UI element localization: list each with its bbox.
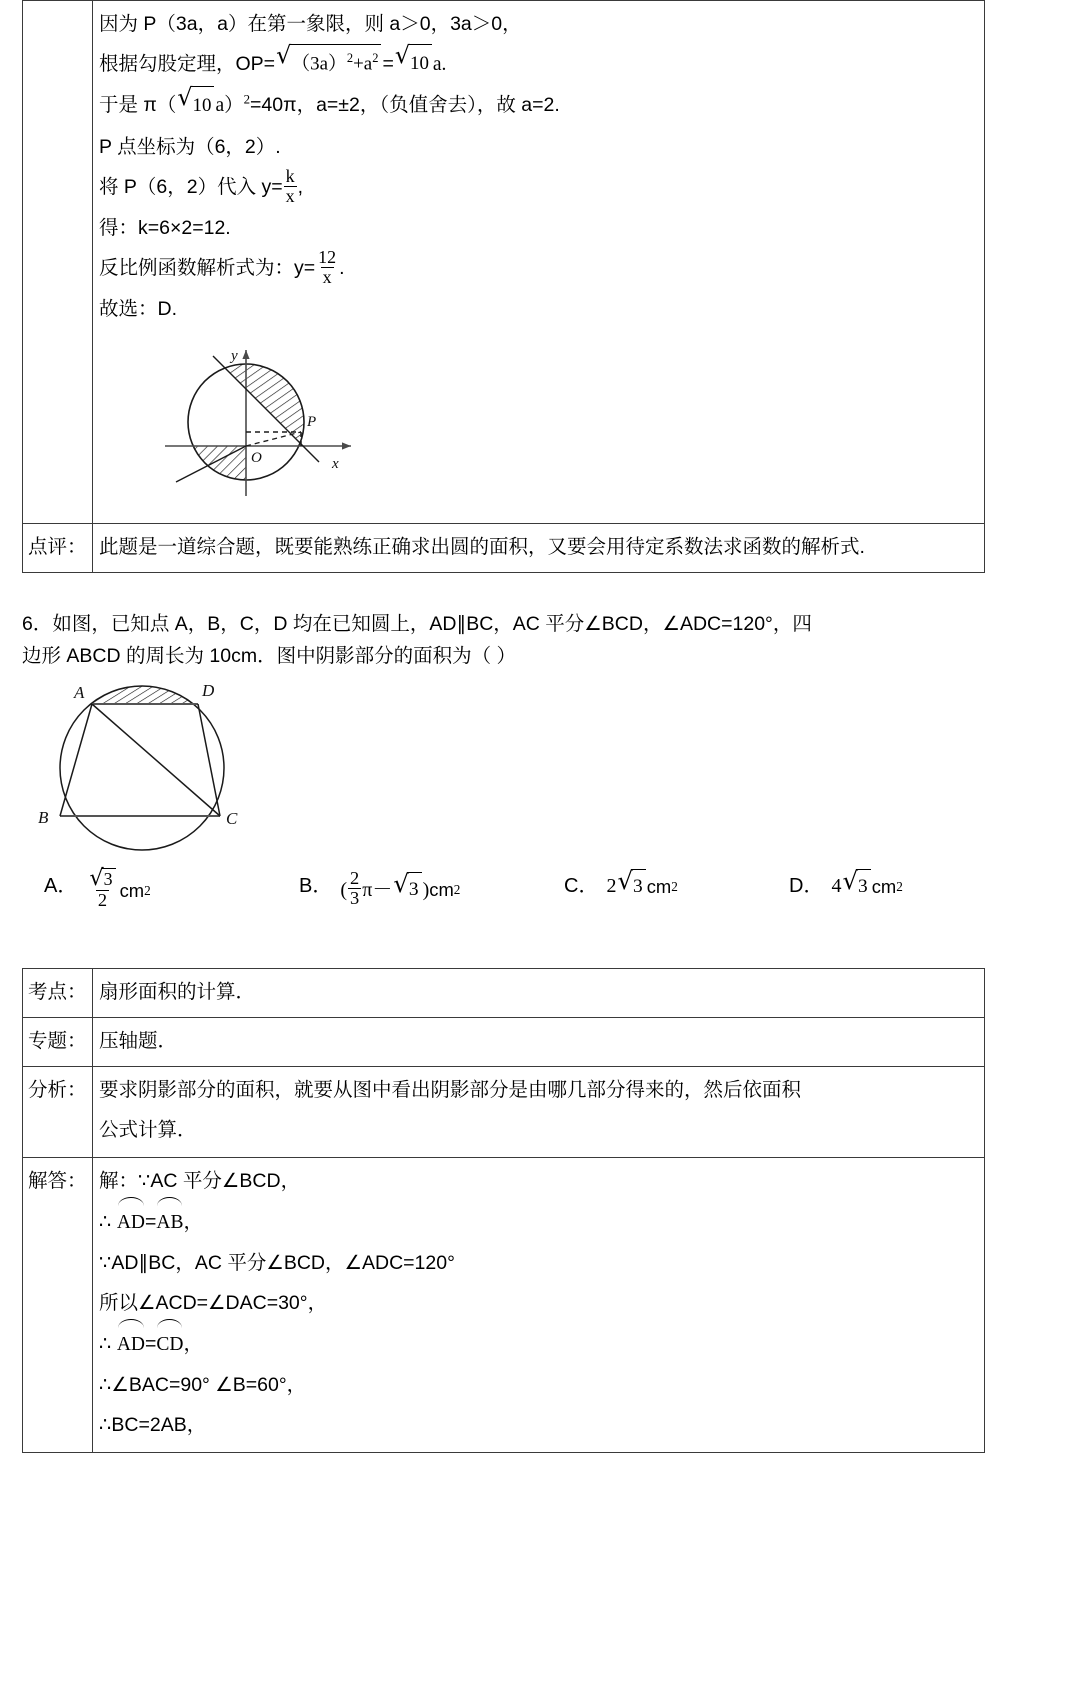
vertex-label-c: C bbox=[226, 809, 238, 829]
jieda-line-4: 所以∠ACD=∠DAC=30°， bbox=[99, 1292, 328, 1315]
line7-tail: . bbox=[339, 256, 345, 279]
fenxi-label: 分析： bbox=[28, 1078, 87, 1101]
radical-sign-icon: √ bbox=[393, 869, 409, 898]
radicand: 3 bbox=[102, 868, 116, 889]
option-b-tag: B． bbox=[299, 874, 333, 897]
line2-prefix: 根据勾股定理，OP= bbox=[99, 53, 276, 76]
chord-AB bbox=[60, 704, 92, 816]
vertex-label-a: A bbox=[74, 683, 85, 703]
table-row-kaodian bbox=[23, 968, 985, 1017]
unit-cm: cm bbox=[119, 879, 145, 901]
radical-sign-icon: √ bbox=[617, 865, 633, 895]
option-c-value bbox=[606, 865, 678, 903]
fraction-numerator: 2 bbox=[350, 867, 360, 888]
dashed-radius-op bbox=[246, 432, 301, 446]
arc-AD: AD bbox=[117, 1202, 145, 1242]
figure1-svg bbox=[151, 334, 371, 504]
kaodian-label-cell bbox=[23, 968, 93, 1017]
exponent-2: 2 bbox=[372, 51, 379, 66]
unit-exponent: 2 bbox=[896, 878, 903, 894]
zhuanti-label: 专题： bbox=[28, 1029, 87, 1052]
question-6-block bbox=[22, 609, 1058, 944]
radicand: 3 bbox=[407, 872, 422, 905]
arc-CD: CD bbox=[156, 1324, 183, 1364]
table-row-comment bbox=[23, 524, 985, 573]
vertex-label-d: D bbox=[202, 681, 215, 701]
fraction-2-over-3 bbox=[348, 869, 361, 909]
radicand-2: 10 bbox=[408, 44, 432, 83]
jieda-line-3: ∵AD∥BC，AC 平分∠BCD，∠ADC=120° bbox=[99, 1252, 455, 1274]
figure-cyclic-quadrilateral bbox=[30, 678, 1058, 864]
option-a-tag: A． bbox=[44, 874, 78, 897]
option-a-value bbox=[85, 865, 151, 912]
fenxi-line-1: 要求阴影部分的面积，就要从图中看出阴影部分是由哪几部分得来的，然后依面积 bbox=[99, 1078, 802, 1101]
solution-line-1: 因为 P（3a，a）在第一象限，则 a＞0，3a＞0， bbox=[99, 13, 522, 35]
line5-tail: ， bbox=[183, 1333, 203, 1356]
radical-sign-icon: √ bbox=[177, 82, 193, 111]
exponent-1: 2 bbox=[346, 51, 354, 66]
var-a: a bbox=[363, 53, 373, 75]
option-c[interactable] bbox=[564, 865, 678, 903]
fraction-denominator: x bbox=[285, 186, 295, 207]
fraction-numerator: 12 bbox=[318, 247, 337, 268]
radical-sign-icon: √ bbox=[394, 41, 410, 70]
fraction-numerator: k bbox=[285, 166, 295, 187]
line2-tail: ， bbox=[183, 1210, 203, 1233]
shaded-segment-AD bbox=[92, 685, 198, 704]
fenxi-line-2: 公式计算． bbox=[99, 1118, 197, 1141]
line7-prefix: 反比例函数解析式为：y= bbox=[99, 256, 316, 279]
comment-label: 点评： bbox=[28, 536, 87, 559]
solution-table-top bbox=[22, 0, 985, 573]
radical-sign-icon: √ bbox=[89, 865, 104, 892]
radicand-1 bbox=[289, 44, 381, 83]
paren-close: ) bbox=[422, 878, 430, 901]
jieda-line-7: ∴BC=2AB， bbox=[99, 1414, 207, 1437]
question-number: 6． bbox=[22, 613, 53, 636]
line3-a: a） bbox=[215, 95, 244, 117]
table-row-zhuanti bbox=[23, 1017, 985, 1066]
arc-AB: AB bbox=[156, 1202, 183, 1242]
jieda-label-cell bbox=[23, 1157, 93, 1452]
solution-line-2 bbox=[99, 41, 978, 84]
zhuanti-text-cell: 压轴题． bbox=[93, 1017, 985, 1066]
fraction-numerator bbox=[86, 865, 118, 892]
table-row-fenxi bbox=[23, 1066, 985, 1157]
unit-exponent: 2 bbox=[144, 883, 151, 899]
radical-sign-icon: √ bbox=[842, 865, 858, 895]
solution-line-3 bbox=[99, 82, 978, 125]
option-d-value bbox=[831, 865, 903, 903]
zhuanti-label-cell bbox=[23, 1017, 93, 1066]
exponent-3: 2 bbox=[243, 92, 251, 107]
sqrt-expression-1 bbox=[276, 41, 381, 83]
answer-options-row bbox=[44, 865, 1058, 944]
solution-body-cell bbox=[93, 1, 985, 524]
kaodian-label: 考点： bbox=[28, 980, 87, 1003]
radical-sign-icon: √ bbox=[276, 41, 292, 70]
sqrt-expression-2 bbox=[394, 41, 432, 83]
solution-line-8: 故选：D. bbox=[99, 298, 178, 321]
equals-sign: = bbox=[145, 1333, 157, 1356]
figure2-svg bbox=[30, 678, 270, 853]
jieda-label: 解答： bbox=[28, 1169, 87, 1192]
fenxi-text-cell bbox=[93, 1066, 985, 1157]
fraction-12-over-x bbox=[316, 248, 338, 287]
sqrt-expression bbox=[842, 865, 870, 902]
solution-line-7 bbox=[99, 249, 978, 288]
therefore-symbol: ∴ bbox=[99, 1210, 117, 1233]
point-p-label: P bbox=[307, 414, 317, 431]
unit-exponent: 2 bbox=[671, 878, 678, 894]
question-6-line-2: 边形 ABCD 的周长为 10cm．图中阴影部分的面积为（ ） bbox=[22, 644, 517, 667]
radicand-3: 10 bbox=[191, 86, 215, 125]
pi-symbol: π bbox=[362, 878, 373, 901]
coefficient: 4 bbox=[831, 875, 842, 898]
jieda-line-1: 解：∵AC 平分∠BCD， bbox=[99, 1169, 301, 1192]
jieda-line-2 bbox=[99, 1202, 978, 1242]
solution-table-bottom bbox=[22, 968, 985, 1453]
option-d-tag: D． bbox=[789, 874, 824, 897]
paren-open: ( bbox=[340, 878, 348, 901]
sqrt-expression bbox=[617, 865, 645, 902]
sqrt-expression bbox=[89, 865, 115, 892]
question-6-line-1 bbox=[22, 609, 1058, 641]
option-b[interactable] bbox=[299, 867, 461, 910]
fraction-denominator: 3 bbox=[350, 888, 360, 909]
fraction-k-over-x bbox=[284, 167, 297, 206]
comment-label-cell bbox=[23, 524, 93, 573]
unit-cm: cm bbox=[429, 878, 454, 900]
unit-cm: cm bbox=[871, 875, 897, 897]
radicand: 3 bbox=[856, 869, 871, 902]
unit-exponent: 2 bbox=[453, 882, 461, 898]
solution-line-4: P 点坐标为（6，2）. bbox=[99, 135, 281, 158]
line3-prefix: 于是 π（ bbox=[99, 94, 177, 117]
option-c-tag: C． bbox=[564, 874, 599, 897]
sqrt-expression-3 bbox=[177, 82, 214, 125]
option-b-value bbox=[340, 867, 461, 910]
y-axis-arrow-icon bbox=[242, 350, 249, 359]
table-row-jieda bbox=[23, 1157, 985, 1452]
equals-sign-1: = bbox=[382, 53, 394, 76]
jieda-line-6: ∴∠BAC=90° ∠B=60°， bbox=[99, 1374, 307, 1397]
option-d[interactable] bbox=[789, 865, 903, 903]
fraction-sqrt3-over-2 bbox=[86, 865, 118, 911]
table-row bbox=[23, 1, 985, 524]
x-axis-label: x bbox=[332, 456, 339, 473]
hatched-region-lower bbox=[188, 446, 246, 484]
radicand-open: （3a） bbox=[291, 53, 347, 75]
kaodian-text-cell: 扇形面积的计算． bbox=[93, 968, 985, 1017]
fraction-denominator: x bbox=[322, 267, 332, 288]
sqrt-expression bbox=[393, 869, 421, 905]
solution-line-6: 得：k=6×2=12. bbox=[99, 216, 231, 239]
arc-AD: AD bbox=[117, 1324, 145, 1364]
comment-text-cell: 此题是一道综合题，既要能熟练正确求出圆的面积，又要会用待定系数法求函数的解析式. bbox=[93, 524, 985, 573]
coefficient: 2 bbox=[606, 875, 617, 898]
vertical-spacer bbox=[0, 944, 1080, 968]
option-a[interactable] bbox=[44, 865, 151, 912]
plus-sign: + bbox=[353, 53, 364, 75]
equals-sign: = bbox=[145, 1210, 157, 1233]
solution-line-5 bbox=[99, 168, 978, 207]
x-axis-arrow-icon bbox=[342, 443, 351, 450]
vertex-label-b: B bbox=[38, 808, 49, 828]
fenxi-label-cell bbox=[23, 1066, 93, 1157]
line2-tail: a. bbox=[432, 54, 447, 76]
line5-prefix: 将 P（6，2）代入 y= bbox=[99, 175, 283, 198]
line3-tail: =40π，a=±2，（负值舍去），故 a=2. bbox=[250, 94, 560, 117]
jieda-line-5 bbox=[99, 1324, 978, 1364]
unit-cm: cm bbox=[646, 875, 672, 897]
line5-tail: , bbox=[297, 175, 304, 198]
therefore-symbol: ∴ bbox=[99, 1333, 117, 1356]
fraction-denominator: 2 bbox=[97, 890, 108, 911]
row-label-empty bbox=[23, 1, 93, 524]
question-6-text-1: 如图，已知点 A，B，C，D 均在已知圆上，AD∥BC，AC 平分∠BCD，∠ADC=120°，四 bbox=[52, 613, 812, 636]
origin-label: O bbox=[251, 450, 262, 467]
figure-circle-with-point-p bbox=[151, 334, 978, 517]
radicand: 3 bbox=[631, 869, 646, 902]
y-axis-label: y bbox=[231, 348, 238, 365]
jieda-text-cell bbox=[93, 1157, 985, 1452]
minus-sign: － bbox=[372, 878, 393, 901]
